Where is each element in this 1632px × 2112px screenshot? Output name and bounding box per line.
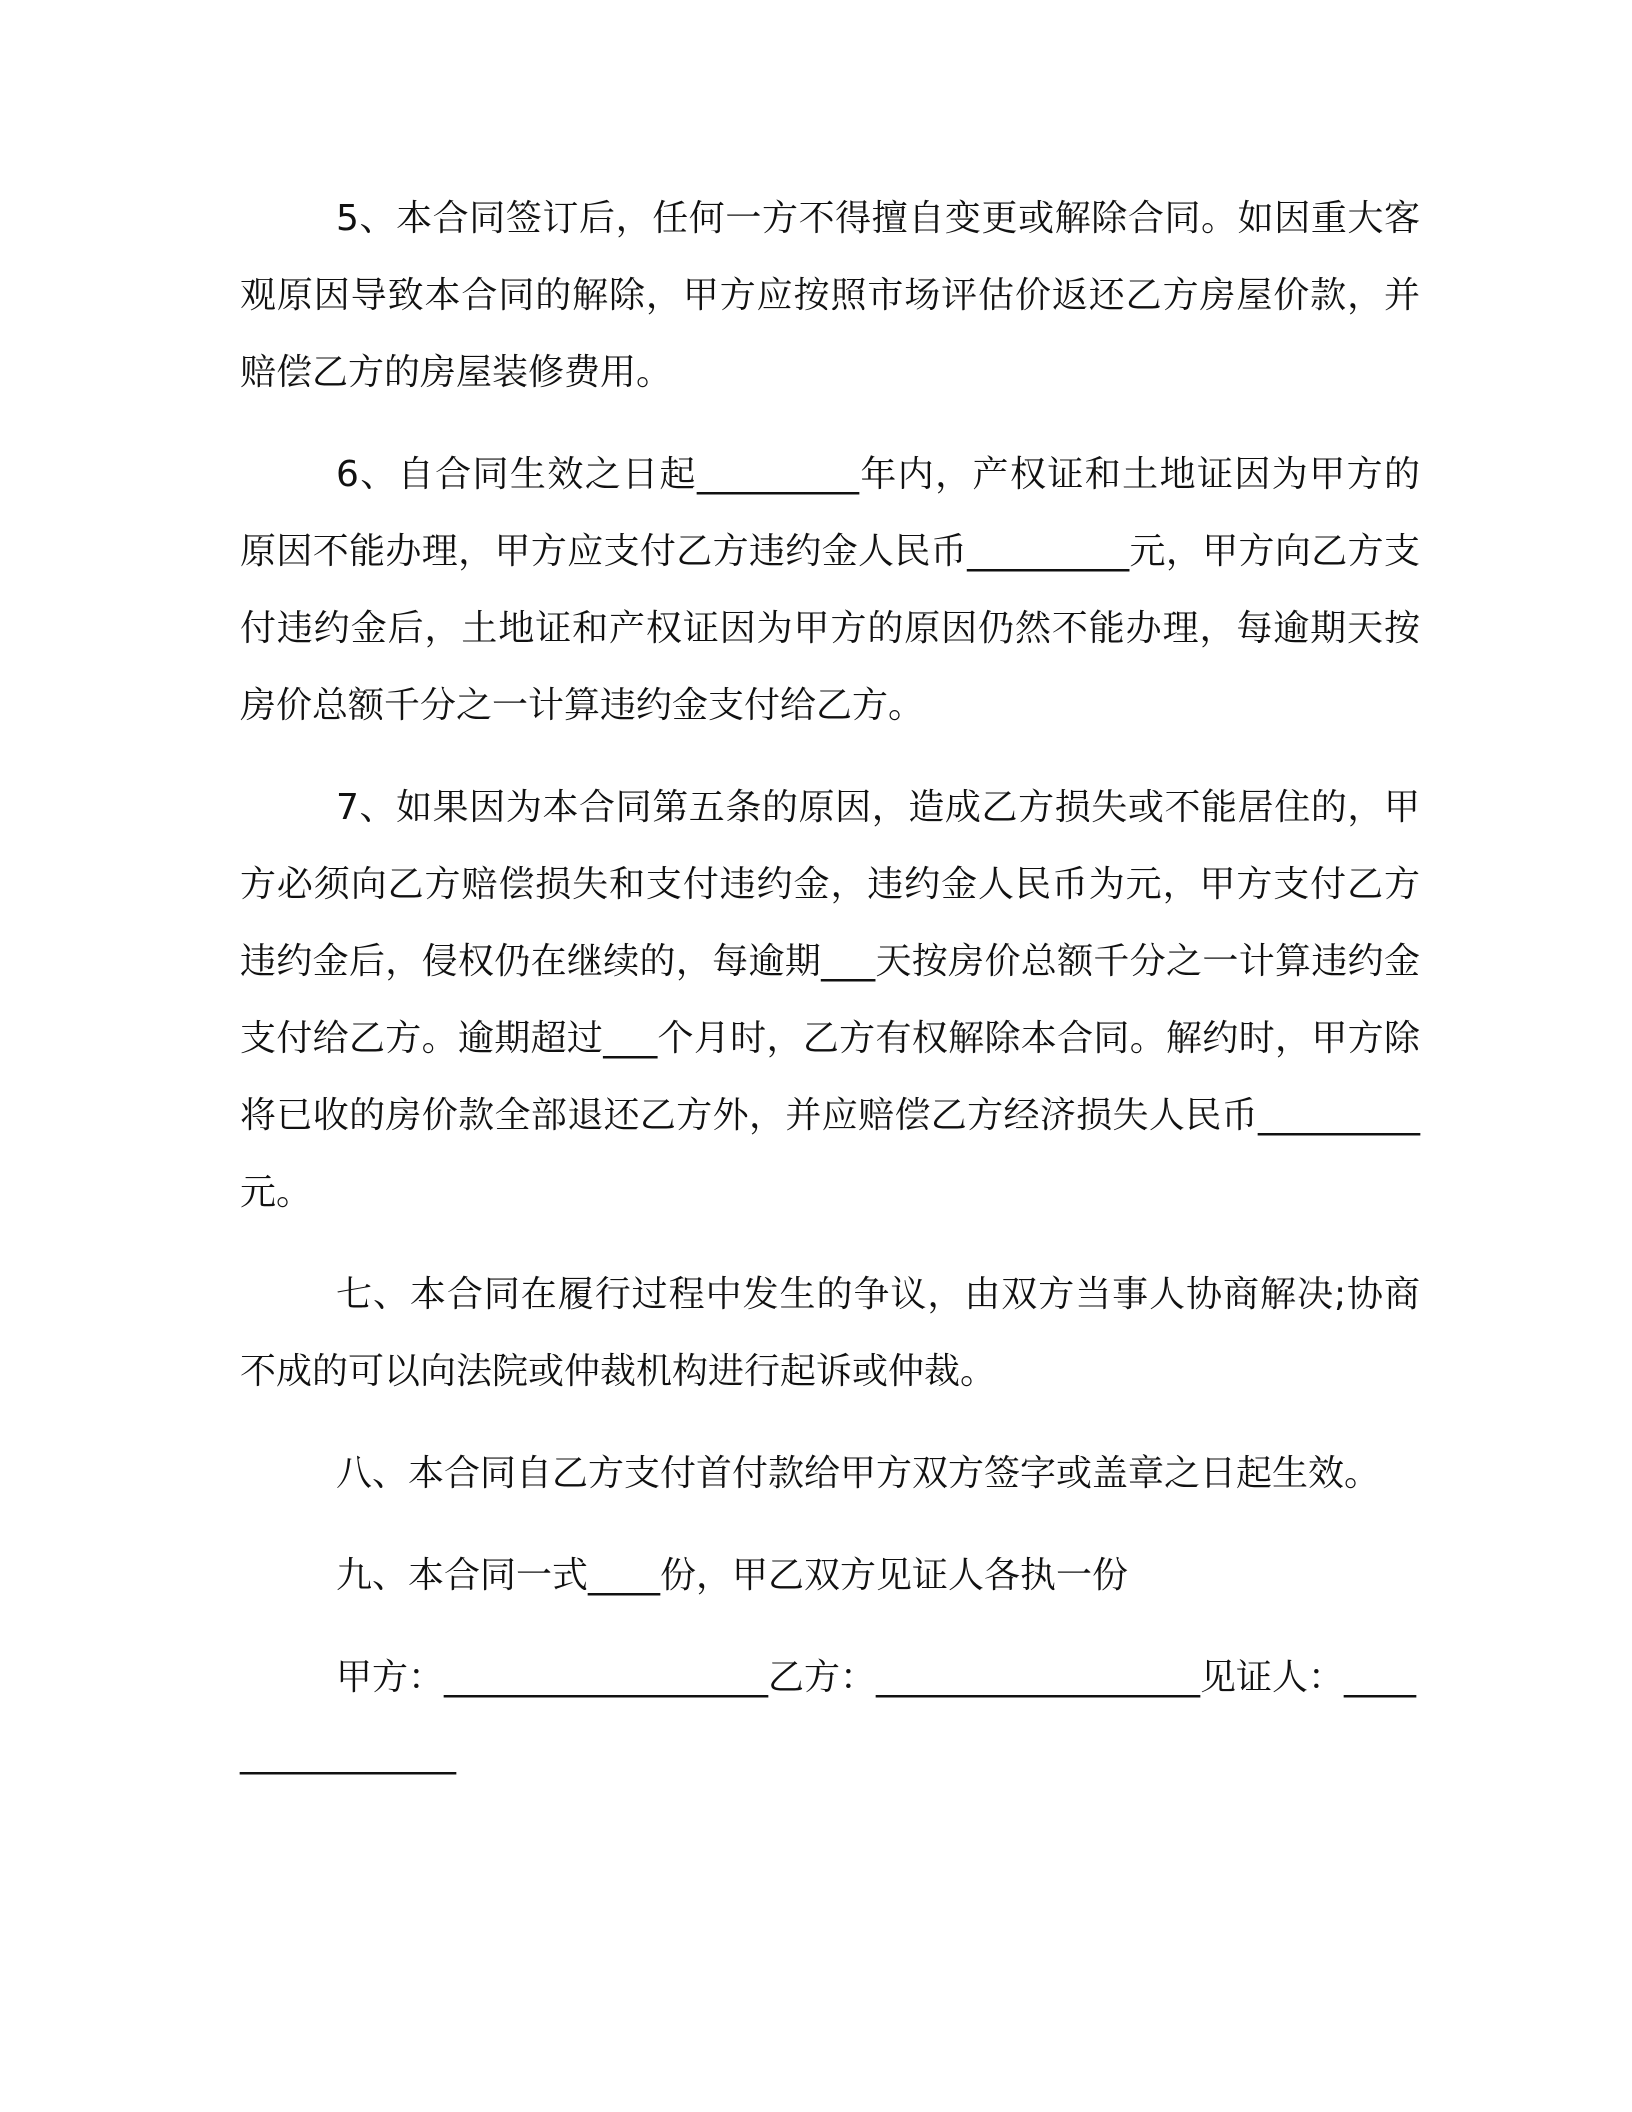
clause-7: 7、如果因为本合同第五条的原因，造成乙方损失或不能居住的，甲方必须向乙方赔偿损失和支付违约金，违约金人民币为元，甲方支付乙方违约金后，侵权仍在继续的，每逾期___天按房价总额千分之一计算违约金支付给乙方。逾期超过___个月时，乙方有权解除本合同。解约时，甲方除将已收的房价款全部退还乙方外，并应赔偿乙方经济损失人民币_________元。	[240, 787, 1420, 1213]
clause-qi-dispute: 七、本合同在履行过程中发生的争议，由双方当事人协商解决;协商不成的可以向法院或仲裁机构进行起诉或仲裁。	[240, 1274, 1420, 1392]
clause-6: 6、自合同生效之日起_________年内，产权证和土地证因为甲方的原因不能办理，甲方应支付乙方违约金人民币_________元，甲方向乙方支付违约金后，土地证和产权证因为甲方的原因仍然不能办理，每逾期天按房价总额千分之一计算违约金支付给乙方。	[240, 454, 1420, 726]
document-page	[240, 180, 1420, 1793]
clause-ba-effective: 八、本合同自乙方支付首付款给甲方双方签字或盖章之日起生效。	[336, 1453, 1381, 1494]
clause-5: 5、本合同签订后，任何一方不得擅自变更或解除合同。如因重大客观原因导致本合同的解除，甲方应按照市场评估价返还乙方房屋价款，并赔偿乙方的房屋装修费用。	[240, 198, 1420, 393]
clause-jiu-copies: 九、本合同一式____份，甲乙双方见证人各执一份	[336, 1555, 1129, 1596]
signature-line: 甲方：__________________乙方：__________________见证人：________________	[240, 1657, 1417, 1775]
